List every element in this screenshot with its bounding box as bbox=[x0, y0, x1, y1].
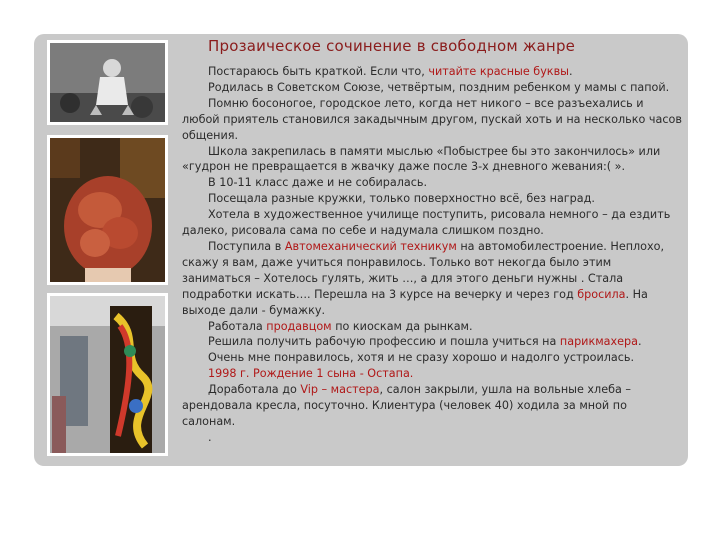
essay-paragraph bbox=[182, 430, 682, 446]
highlighted-text: бросила bbox=[577, 287, 626, 301]
highlighted-text: Автомеханический техникум bbox=[284, 239, 457, 253]
paragraph-text: . bbox=[208, 430, 212, 444]
essay-paragraph bbox=[182, 191, 682, 207]
essay-paragraph bbox=[182, 207, 682, 239]
paragraph-text: Решила получить рабочую профессию и пошла учиться на bbox=[208, 335, 560, 349]
highlighted-text: парикмахера bbox=[559, 335, 638, 349]
child-photo bbox=[47, 40, 168, 125]
paragraph-text: Работала bbox=[208, 319, 267, 333]
paragraph-text: Доработала до bbox=[208, 383, 301, 397]
paragraph-text: Посещала разные кружки, только поверхностно всё, без наград. bbox=[208, 192, 595, 206]
paragraph-text: . bbox=[637, 335, 642, 349]
essay-paragraph bbox=[182, 319, 682, 335]
essay-paragraph bbox=[182, 334, 682, 350]
salon-interior-photo bbox=[47, 293, 168, 456]
paragraph-text: Поступила в bbox=[208, 239, 285, 253]
paragraph-text: Хотела в художественное училище поступить, рисовала немного – да ездить далеко, рисовала сама по себе и надумала слишком поздно. bbox=[182, 208, 671, 238]
slide-title: Прозаическое сочинение в свободном жанре bbox=[208, 37, 576, 55]
paragraph-text: Постараюсь быть краткой. Если что, bbox=[208, 65, 429, 78]
essay-paragraph bbox=[182, 350, 682, 366]
paragraph-text: Помню босоногое, городское лето, когда нет никого – все разъехались и любой приятель становился закадычным другом, пускай хоть и на несколько часов общения. bbox=[182, 96, 682, 142]
highlighted-text: 1998 г. Рождение 1 сына - Остапа. bbox=[208, 367, 414, 381]
paragraph-text: Школа закрепилась в памяти мыслью «Побыстрее бы это закончилось» или «гудрон не превращается в жвачку даже после 3-х дневного жевания:( ». bbox=[182, 144, 661, 174]
essay-paragraph bbox=[182, 366, 682, 382]
paragraph-text: Очень мне понравилось, хотя и не сразу хорошо и надолго устроилась. bbox=[208, 351, 635, 365]
essay-paragraph bbox=[182, 382, 682, 430]
highlighted-text: продавцом bbox=[266, 319, 332, 333]
red-hairstyle-photo bbox=[47, 135, 168, 285]
paragraph-text: Родилась в Советском Союзе, четвёртым, поздним ребенком у мамы с папой. bbox=[208, 80, 670, 94]
essay-paragraph bbox=[182, 239, 682, 319]
paragraph-text: на автомобилестроение. Неплохо, скажу я вам, даже учиться понравилось. Только вот некогда было этим заниматься – Хотелось гулять, жить …, а для этого деньги нужны . Стала подработки искать…. Перешла на 3 курсе на вечерку и через год bbox=[182, 239, 665, 301]
paragraph-text: по киоскам да рынкам. bbox=[331, 319, 473, 333]
essay-paragraph bbox=[182, 64, 682, 80]
highlighted-text: читайте красные буквы bbox=[428, 65, 569, 78]
highlighted-text: Vip – мастера bbox=[300, 383, 380, 397]
essay-paragraph bbox=[182, 80, 682, 96]
essay-text bbox=[182, 64, 682, 446]
paragraph-text: . На выходе дали - бумажку. bbox=[182, 287, 648, 317]
paragraph-text: , салон закрыли, ушла на вольные хлеба – арендовала кресла, посуточно. Клиентура (человек 40) ходила за мной по салонам. bbox=[182, 383, 631, 428]
essay-paragraph bbox=[182, 96, 682, 144]
essay-paragraph bbox=[182, 144, 682, 176]
essay-paragraph bbox=[182, 175, 682, 191]
paragraph-text: В 10-11 класс даже и не собиралась. bbox=[208, 176, 428, 190]
paragraph-text: . bbox=[569, 65, 573, 78]
